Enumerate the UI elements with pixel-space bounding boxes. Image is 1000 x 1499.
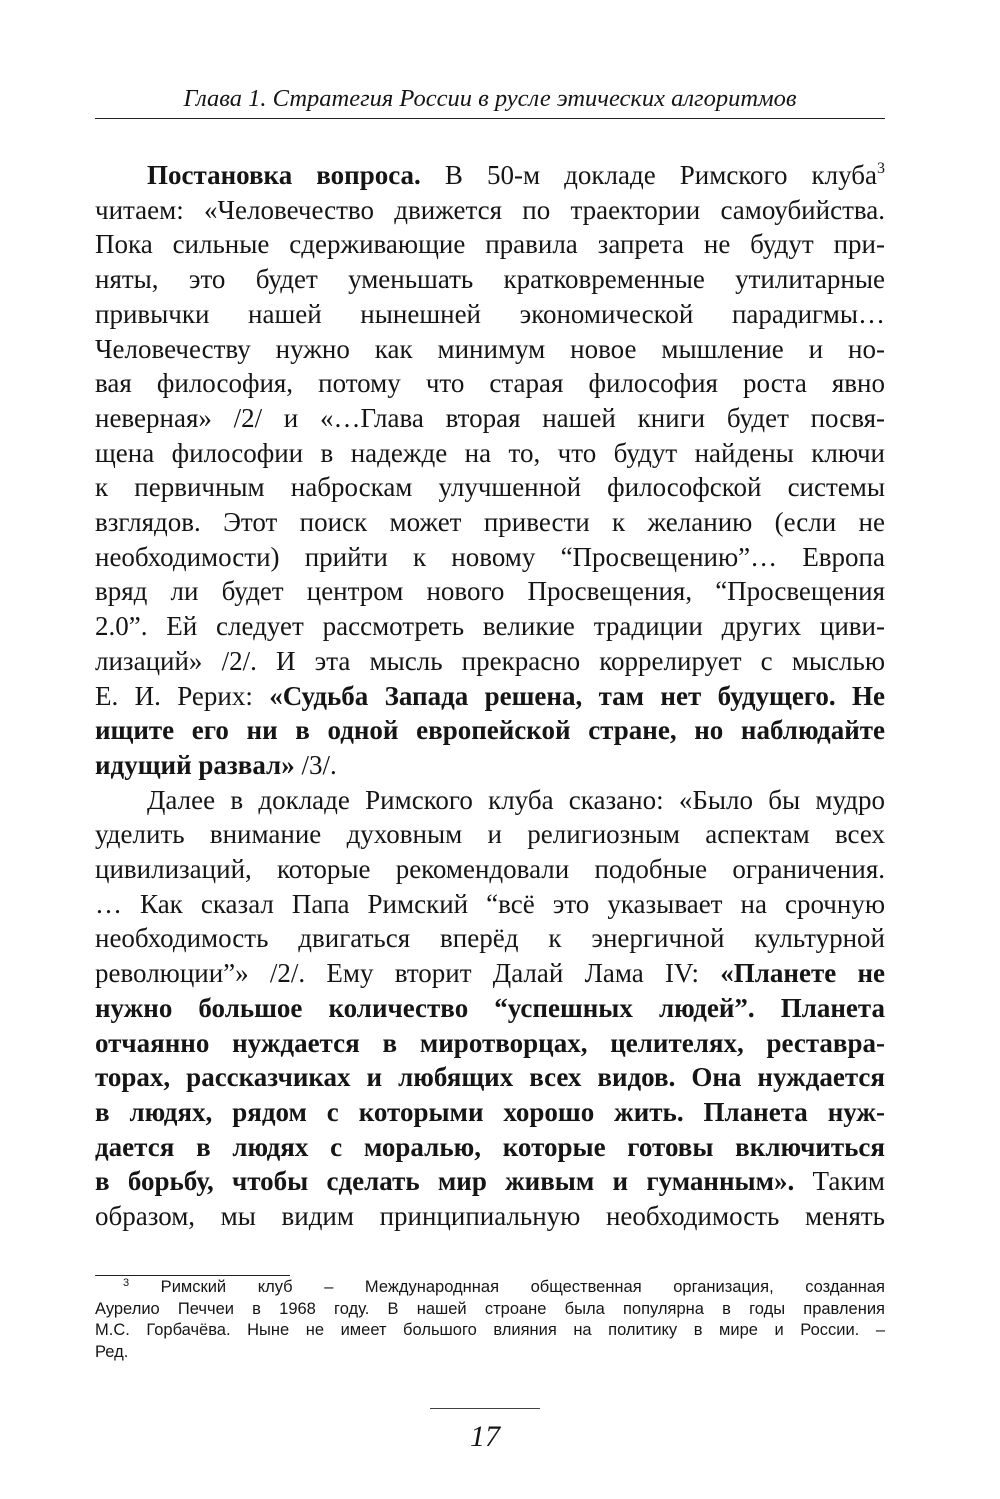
- paragraph-1: [95, 158, 885, 783]
- text-line: образом, мы видим принципиальную необходимость менять: [95, 1201, 885, 1232]
- text-line: необходимости) прийти к новому “Просвещению”… Европа: [95, 541, 885, 572]
- text-line: идущий развал» /3/.: [95, 749, 337, 780]
- bold-quote: в людях, рядом с которыми хорошо жить. Планета нуж-: [95, 1096, 885, 1127]
- text-line: уделить внимание духовным и религиозным аспектам всех: [95, 819, 885, 850]
- text-line: взглядов. Этот поиск может привести к желанию (если не: [95, 507, 885, 538]
- text-line: лизаций» /2/. И эта мысль прекрасно коррелирует с мыслью: [95, 645, 885, 676]
- bold-quote: идущий развал»: [95, 749, 295, 780]
- bold-quote: дается в людях с моралью, которые готовы включиться: [95, 1131, 885, 1162]
- footnote-line: Аурелио Печчеи в 1968 году. В нашей строане была популярна в годы правления: [95, 1299, 885, 1318]
- footnote: [95, 1277, 885, 1363]
- text-line: [95, 1026, 885, 1061]
- running-header: Глава 1. Стратегия России в русле этических алгоритмов: [183, 85, 797, 112]
- footnote-marker: 3: [123, 1277, 130, 1289]
- bold-quote: отчаянно нуждается в миротворцах, целителях, реставра-: [95, 1027, 885, 1058]
- text-line: [95, 1095, 885, 1130]
- text-line: Пока сильные сдерживающие правила запрета не будут при-: [95, 229, 885, 260]
- footnote-rule: [95, 1275, 290, 1276]
- text-line: [95, 1130, 885, 1165]
- text-line: Далее в докладе Римского клуба сказано: «Было бы мудро: [147, 784, 885, 815]
- bold-quote: «Планете не: [720, 958, 885, 989]
- text-line: неверная» /2/ и «…Глава вторая нашей книги будет посвя-: [95, 402, 885, 433]
- text-line: щена философии в надежде на то, что будут найдены ключи: [95, 437, 885, 468]
- text-line: [95, 991, 885, 1026]
- paragraph-2: [95, 783, 885, 1234]
- text-line: читаем: «Человечество движется по траектории самоубийства.: [95, 194, 885, 225]
- text-line: вряд ли будет центром нового Просвещения, “Просвещения: [95, 576, 885, 607]
- footnote-line: Ред.: [95, 1342, 129, 1361]
- text-line: [95, 1060, 885, 1095]
- text-line: Е. И. Рерих: «Судьба Запада решена, там нет будущего. Не: [95, 680, 885, 711]
- page-number-rule: [430, 1408, 540, 1409]
- bold-quote: «Судьба Запада решена, там нет будущего. Не: [269, 680, 885, 711]
- bold-quote: нужно большое количество “успешных людей”. Планета: [95, 992, 885, 1023]
- bold-quote: ищите его ни в одной европейской стране, но наблюдайте: [95, 715, 885, 746]
- bold-quote: в борьбу, чтобы сделать мир живым и гуманным».: [95, 1166, 795, 1197]
- text-line: 2.0”. Ей следует рассмотреть великие традиции других циви-: [95, 611, 885, 642]
- page-number: 17: [470, 1420, 500, 1453]
- header-rule: [95, 118, 885, 119]
- text-line: цивилизаций, которые рекомендовали подобные ограничения.: [95, 854, 885, 885]
- footnote-ref: 3: [877, 160, 885, 177]
- text-line: к первичным наброскам улучшенной философской системы: [95, 472, 885, 503]
- text-line: необходимость двигаться вперёд к энергичной культурной: [95, 923, 885, 954]
- text-line: [95, 713, 885, 748]
- text-line: … Как сказал Папа Римский “всё это указывает на срочную: [95, 888, 885, 919]
- text-line: революции”» /2/. Ему вторит Далай Лама IV: «Планете не: [95, 958, 885, 989]
- footnote-line: $^3$ Римский клуб – Международнная общественная организация, созданная: [123, 1277, 885, 1296]
- bold-lead: Постановка вопроса.: [147, 160, 421, 190]
- text-line: няты, это будет уменьшать кратковременные утилитарные: [95, 264, 885, 295]
- text-line: Постановка вопроса. В 50-м докладе Римского клуба$^3$: [147, 160, 885, 190]
- text-line: привычки нашей нынешней экономической парадигмы…: [95, 298, 885, 329]
- bold-quote: торах, рассказчиках и любящих всех видов. Она нуждается: [95, 1062, 885, 1093]
- main-text: [95, 158, 885, 1234]
- text-line: вая философия, потому что старая философия роста явно: [95, 368, 885, 399]
- footnote-line: М.С. Горбачёва. Ныне не имеет большого влияния на политику в мире и России. –: [95, 1321, 885, 1339]
- text-line: в борьбу, чтобы сделать мир живым и гуманным». Таким: [95, 1166, 885, 1197]
- text-line: Человечеству нужно как минимум новое мышление и но-: [95, 333, 885, 364]
